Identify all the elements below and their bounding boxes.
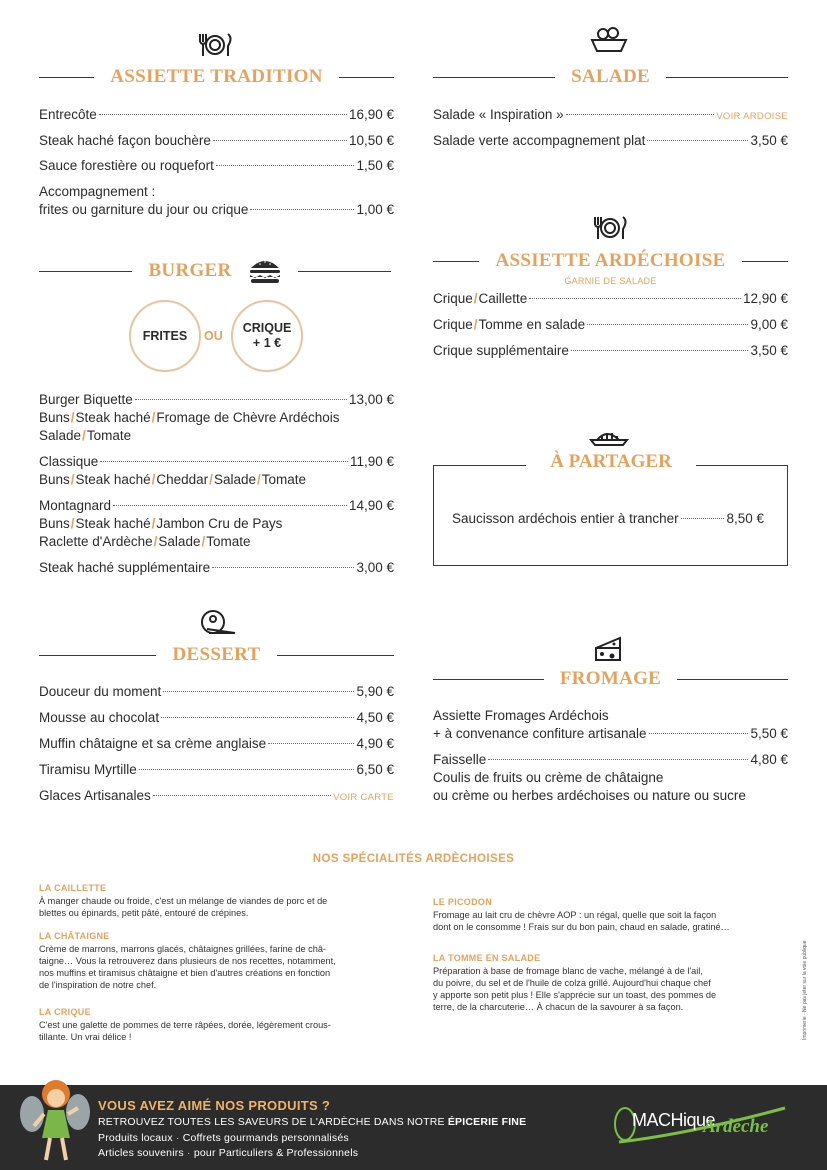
menu-item: Assiette Fromages Ardéchois + à convenance confiture artisanale 5,50 € bbox=[433, 708, 788, 741]
menu-item: Crique/Tomme en salade 9,00 € bbox=[433, 317, 788, 332]
menu-item-burger: Burger Biquette 13,00 € Buns/Steak haché/Fromage de Chèvre Ardéchois Salade/Tomate bbox=[39, 392, 394, 443]
specialite-caillette: LA CAILLETTE À manger chaude ou froide, c'est un mélange de viandes de porc et de blettes ou épinards, petit pâté, entouré de crépines. bbox=[39, 883, 328, 918]
fairy-mascot-icon bbox=[18, 1072, 93, 1170]
cheese-icon bbox=[590, 634, 630, 664]
menu-item: Sauce forestière ou roquefort 1,50 € bbox=[39, 158, 394, 173]
section-title: ASSIETTE TRADITION bbox=[110, 66, 323, 87]
footer-line-1: RETROUVEZ TOUTES LES SAVEURS DE L'ARDÈCHE DANS NOTRE ÉPICERIE FINE bbox=[98, 1116, 527, 1128]
menu-item: Entrecôte 16,90 € bbox=[39, 107, 394, 122]
menu-item-burger: Montagnard 14,90 € Buns/Steak haché/Jambon Cru de Pays Raclette d'Ardèche/Salade/Tomate bbox=[39, 498, 394, 549]
specialites-title: NOS SPÉCIALITÉS ARDÈCHOISES bbox=[312, 853, 515, 865]
menu-item-burger: Classique 11,90 € Buns/Steak haché/Cheddar/Salade/Tomate bbox=[39, 454, 394, 487]
menu-item: Douceur du moment 5,90 € bbox=[39, 684, 394, 699]
menu-item: Glaces Artisanales VOIR CARTE bbox=[39, 788, 394, 803]
logo-script: Ardèche bbox=[703, 1116, 769, 1137]
section-title: FROMAGE bbox=[559, 668, 662, 689]
menu-item: Muffin châtaigne et sa crème anglaise 4,90 € bbox=[39, 736, 394, 751]
menu-item: Salade « Inspiration » VOIR ARDOISE bbox=[433, 107, 788, 122]
section-header-tradition bbox=[39, 64, 394, 90]
section-title: SALADE bbox=[571, 66, 650, 87]
section-header-ardechoise bbox=[433, 248, 788, 274]
menu-item: Mousse au chocolat 4,50 € bbox=[39, 710, 394, 725]
specialite-crique: LA CRIQUE C'est une galette de pommes de terre râpées, dorée, légèrement crous- tillante. Un vrai délice ! bbox=[39, 1007, 331, 1042]
footer-line-2: Produits locaux · Coffrets gourmands personnalisés bbox=[98, 1132, 349, 1144]
menu-item: Faisselle 4,80 € Coulis de fruits ou crème de châtaigne ou crème ou herbes ardéchoises ou nature ou sucre bbox=[433, 752, 788, 803]
sharing-board-icon bbox=[589, 420, 629, 450]
menu-item: Crique/Caillette 12,90 € bbox=[433, 291, 788, 306]
section-header-burger bbox=[39, 258, 391, 284]
specialite-chataigne: LA CHÂTAIGNE Crème de marrons, marrons glacés, châtaignes grillées, farine de châ- taigne… Vous la retrouverez dans plusieurs de nos recettes, notamment, nos muffins et tiramisus châtaigne et bien d'autres créations en fonction de l'inspiration de notre chef. bbox=[39, 931, 336, 990]
menu-item: Steak haché supplémentaire 3,00 € bbox=[39, 560, 394, 575]
menu-item: Steak haché façon bouchère 10,50 € bbox=[39, 133, 394, 148]
specialite-tomme: LA TOMME EN SALADE Préparation à base de fromage blanc de vache, mélangé à de l'ail, du poivre, du sel et de l'huile de colza grillé. Aujourd'hui chaque chef y apporte son petit plus ! Elle s'apprécie sur un toast, des pommes de terre, de la charcuterie… À chacun de la savourer à sa façon. bbox=[433, 953, 717, 1012]
menu-item-accompagnement: Accompagnement : frites ou garniture du jour ou crique 1,00 € bbox=[39, 184, 394, 217]
footer-title: VOUS AVEZ AIMÉ NOS PRODUITS ? bbox=[98, 1098, 331, 1113]
menu-item: Saucisson ardéchois entier à trancher 8,50 € bbox=[452, 511, 764, 526]
footer-line-3: Articles souvenirs · pour Particuliers & Professionnels bbox=[98, 1147, 359, 1159]
printer-note: Imprimerie · Ne pas jeter sur la voie publique bbox=[802, 940, 808, 1040]
option-frites: FRITES bbox=[129, 300, 201, 372]
specialite-picodon: LE PICODON Fromage au lait cru de chèvre AOP : un régal, quelle que soit la façon dont on le consomme ! Frais sur du bon pain, chaud en salade, gratiné… bbox=[433, 897, 730, 932]
plate-cutlery-icon bbox=[196, 30, 236, 60]
menu-item: Tiramisu Myrtille 6,50 € bbox=[39, 762, 394, 777]
section-title: À PARTAGER bbox=[526, 448, 696, 476]
burger-icon bbox=[248, 257, 282, 285]
salad-bowl-icon bbox=[589, 24, 629, 54]
section-header-fromage bbox=[433, 666, 788, 692]
section-title: BURGER bbox=[148, 260, 232, 281]
dessert-icon bbox=[197, 607, 237, 637]
section-subtitle: GARNIE DE SALADE bbox=[564, 276, 657, 286]
section-header-salade bbox=[433, 64, 788, 90]
plate-cutlery-icon bbox=[591, 213, 631, 243]
option-separator: OU bbox=[204, 329, 223, 343]
logo-text: MACHique bbox=[632, 1110, 716, 1130]
menu-item: Crique supplémentaire 3,50 € bbox=[433, 343, 788, 358]
option-crique: CRIQUE + 1 € bbox=[231, 300, 303, 372]
menu-item: Salade verte accompagnement plat 3,50 € bbox=[433, 133, 788, 148]
section-title: DESSERT bbox=[172, 644, 261, 665]
section-title: ASSIETTE ARDÉCHOISE bbox=[495, 250, 726, 271]
section-header-dessert bbox=[39, 642, 394, 668]
